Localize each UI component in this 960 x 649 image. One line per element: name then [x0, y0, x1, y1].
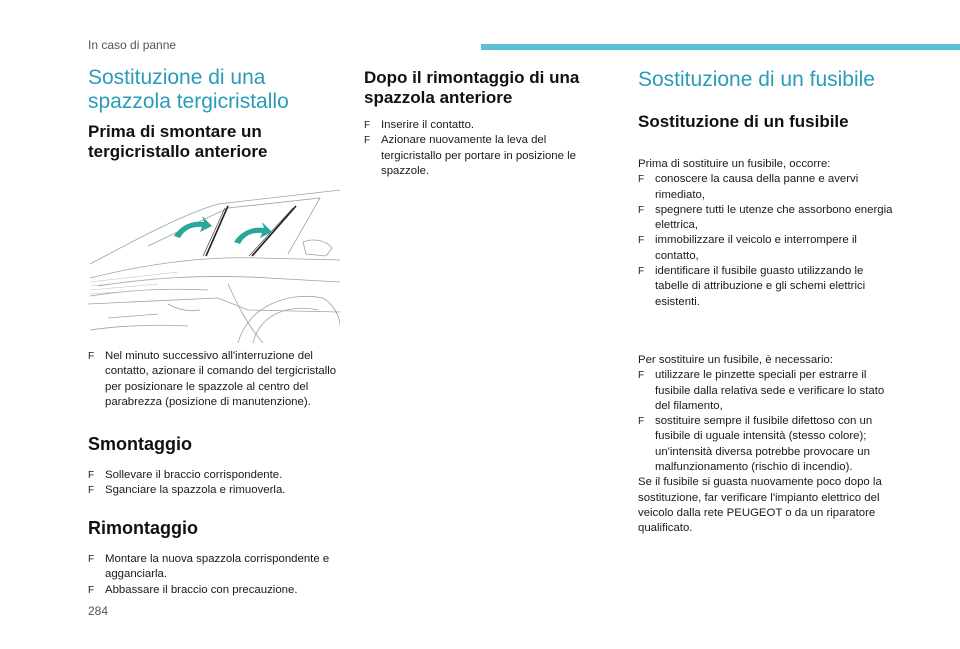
list-item: F spegnere tutti le utenze che assorbono energia elettrica, [638, 203, 893, 232]
refitting-heading: Rimontaggio [88, 518, 198, 538]
before-removal-heading: Prima di smontare un tergicristallo anteriore [88, 122, 268, 161]
list-item: F Azionare nuovamente la leva del tergicristallo per portare in posizione le spazzole. [364, 134, 577, 177]
fuse-heading: Sostituzione di un fusibile [638, 112, 849, 131]
after-refitting-list [364, 118, 604, 179]
bullet-arrow-icon: F [638, 370, 645, 382]
before-removal-text: Nel minuto successivo all'interruzione del contatto, azionare il comando del tergicristallo per posizionare le spazzole al centro del parabrezza (posizione di manutenzione). [105, 350, 337, 408]
after-refitting-heading: Dopo il rimontaggio di una spazzola anteriore [364, 68, 580, 107]
fuse-prerequisites [638, 157, 893, 310]
wiper-illustration [88, 186, 340, 343]
bullet-arrow-icon: F [88, 485, 95, 497]
bullet-arrow-icon: F [88, 554, 95, 565]
fuse-intro-text: Prima di sostituire un fusibile, occorre: [638, 158, 831, 170]
list-item: F utilizzare le pinzette speciali per estrarre il fusibile dalla relativa sede e verificare lo stato del filamento, [638, 369, 885, 412]
bullet-arrow-icon: F [364, 135, 371, 147]
fuse-closing-text: Se il fusibile si guasta nuovamente poco dopo la sostituzione, far verificare l'impianto elettrico del veicolo dalla rete PEUGEOT o da un riparatore qualificato. [638, 476, 882, 535]
removal-heading: Smontaggio [88, 434, 192, 454]
fuse-procedure [638, 353, 893, 537]
list-item: F Inserire il contatto. [364, 118, 604, 133]
bullet-arrow-icon: F [88, 470, 95, 481]
before-removal-bullet [88, 349, 355, 410]
bullet-arrow-icon: F [364, 120, 371, 131]
list-item: F identificare il fusibile guasto utilizzando le tabelle di attribuzione e gli schemi elettrici esistenti. [638, 265, 866, 308]
header-section-label: In caso di panne [88, 38, 177, 52]
refitting-list [88, 552, 338, 598]
bullet-arrow-icon: F [638, 204, 645, 216]
bullet-arrow-icon: F [638, 235, 645, 247]
list-item: F Sganciare la spazzola e rimuoverla. [88, 483, 338, 498]
list-item: F Sollevare il braccio corrispondente. [88, 468, 338, 483]
fuse-section-title: Sostituzione di un fusibile [638, 68, 875, 91]
bullet-arrow-icon: F [88, 351, 95, 362]
list-item: F conoscere la causa della panne e avervi rimediato, [638, 173, 859, 201]
removal-list [88, 468, 338, 499]
wiper-section-title: Sostituzione di una spazzola tergicristallo [88, 66, 289, 113]
list-item: F Abbassare il braccio con precauzione. [88, 583, 338, 598]
bullet-arrow-icon: F [638, 416, 645, 428]
bullet-arrow-icon: F [88, 584, 95, 596]
page-number: 284 [88, 604, 109, 618]
bullet-arrow-icon: F [638, 174, 645, 186]
list-item: F sostituire sempre il fusibile difettoso con un fusibile di uguale intensità (stesso colore); un'intensità diversa potrebbe provocare un malfunzionamento (rischio di incendio). [638, 415, 873, 474]
header-accent-bar [481, 44, 960, 50]
fuse-procedure-intro: Per sostituire un fusibile, è necessario: [638, 354, 834, 366]
list-item: F Montare la nuova spazzola corrispondente e agganciarla. [88, 553, 330, 581]
bullet-arrow-icon: F [638, 266, 645, 278]
list-item: F immobilizzare il veicolo e interrompere il contatto, [638, 234, 857, 262]
